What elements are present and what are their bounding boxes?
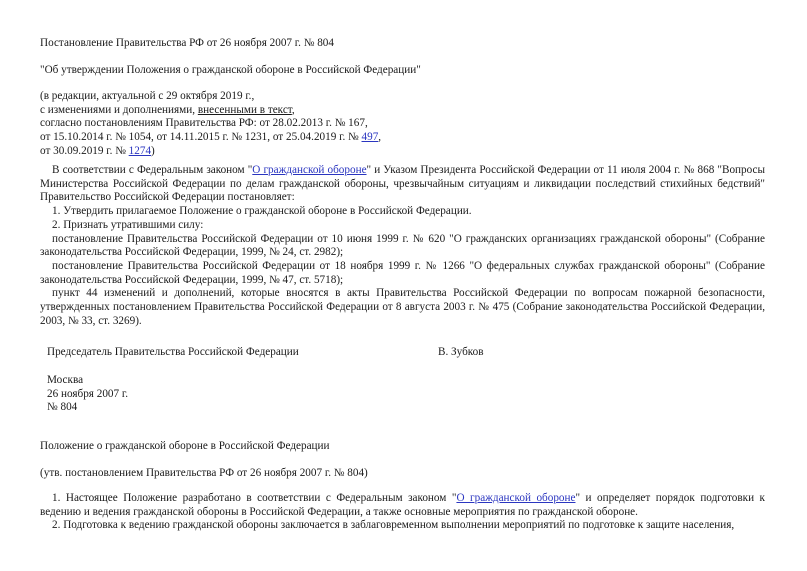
civil-defense-law-link-2[interactable]: О гражданской обороне <box>456 492 576 504</box>
regulation-title: Положение о гражданской обороне в Российской Федерации <box>40 440 330 452</box>
intro-paragraph: В соответствии с Федеральным законом "О гражданской обороне" и Указом Президента Российской Федерации от 11 июля 2004 г. № 868 "Вопросы Министерства Российской Федерации по делам гражданской обороны, чрезвычайным ситуациям и ликвидации последствий стихийных бедствий" Правительство Российской Федерации постановляет: <box>40 164 765 204</box>
item-2c: пункт 44 изменений и дополнений, которые вносятся в акты Правительства Российской Федерации по вопросам пожарной безопасности, утвержденных постановлением Правительства Российской Федерации от 8 августа 2003 г. № 475 (Собрание законодательства Российской Федерации, 2003, № 33, ст. 3269). <box>40 287 765 327</box>
resolution-body <box>40 164 765 328</box>
civil-defense-law-link[interactable]: О гражданской обороне <box>252 164 367 176</box>
edition-line-3: согласно постановлениям Правительства РФ: от 28.02.2013 г. № 167, <box>40 117 368 130</box>
amendments-link[interactable]: внесенными в текст <box>197 103 292 116</box>
resolution-1274-link[interactable]: 1274 <box>128 144 152 157</box>
document-title: Постановление Правительства РФ от 26 ноября 2007 г. № 804 <box>40 37 334 49</box>
document-subtitle: "Об утверждении Положения о гражданской обороне в Российской Федерации" <box>40 64 421 76</box>
signatory-name: В. Зубков <box>438 346 484 358</box>
signature-city: Москва <box>47 374 84 386</box>
signature-date: 26 ноября 2007 г. <box>47 387 129 400</box>
edition-line-1: (в редакции, актуальной с 29 октября 2019 г., <box>40 90 255 102</box>
regulation-paragraph-2: 2. Подготовка к ведению гражданской обороны заключается в заблаговременном выполнении мероприятий по подготовке к защите населения, <box>52 519 735 532</box>
edition-info <box>40 90 765 159</box>
edition-line-2: с изменениями и дополнениями, внесенными в текст, <box>40 103 295 116</box>
resolution-497-link[interactable]: 497 <box>361 131 379 144</box>
signatory-position: Председатель Правительства Российской Федерации <box>47 346 299 358</box>
regulation-paragraph-1: 1. Настоящее Положение разработано в соответствии с Федеральным законом "О гражданской обороне" и определяет порядок подготовки к ведению и ведения гражданской обороны в Российской Федерации, а также основные мероприятия по гражданской обороне. <box>40 492 765 518</box>
item-2b: постановление Правительства Российской Федерации от 18 ноября 1999 г. № 1266 "О федеральных службах гражданской обороны" (Собрание законодательства Российской Федерации, 1999, № 47, ст. 5718); <box>40 259 765 286</box>
regulation-approval: (утв. постановлением Правительства РФ от 26 ноября 2007 г. № 804) <box>40 467 368 479</box>
edition-line-4: от 15.10.2014 г. № 1054, от 14.11.2015 г. № 1231, от 25.04.2019 г. № 497, <box>40 131 382 144</box>
item-1: 1. Утвердить прилагаемое Положение о гражданской обороне в Российской Федерации. <box>52 205 472 218</box>
signature-place-date <box>47 374 128 415</box>
regulation-body <box>40 492 765 533</box>
item-2: 2. Признать утратившими силу: <box>52 218 204 231</box>
signature-number: № 804 <box>47 401 78 414</box>
item-2a: постановление Правительства Российской Федерации от 10 июня 1999 г. № 620 "О гражданских организациях гражданской обороны" (Собрание законодательства Российской Федерации, 1999, № 24, ст. 2982); <box>40 232 765 259</box>
edition-line-5: от 30.09.2019 г. № 1274) <box>40 144 155 157</box>
